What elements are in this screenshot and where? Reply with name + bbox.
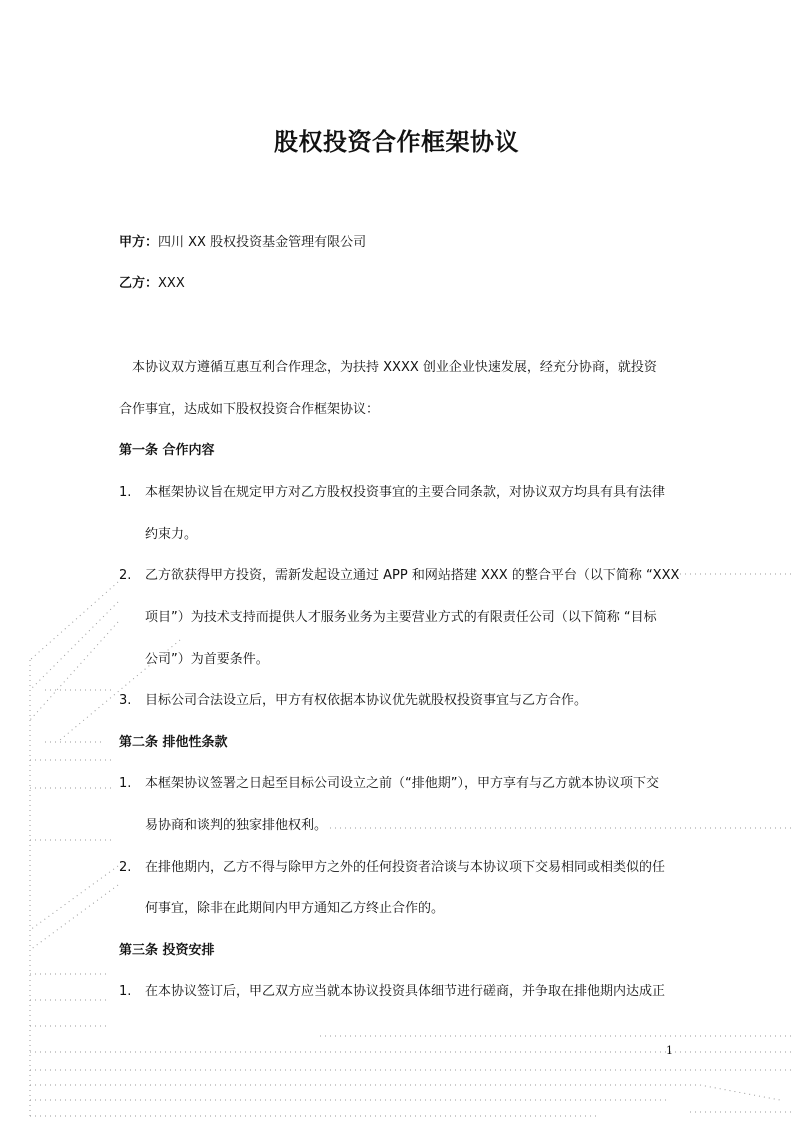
- party-a-label: 甲方：: [119, 235, 159, 250]
- article-2-item-1-number: 1.: [119, 776, 132, 791]
- article-1-heading: 第一条 合作内容: [119, 443, 215, 458]
- document-title: 股权投资合作框架协议: [274, 128, 519, 156]
- page-number: 1: [666, 1044, 673, 1057]
- article-1-item-2-line-3: 公司”）为首要条件。: [145, 652, 269, 667]
- party-b: [119, 276, 185, 292]
- article-3-heading: 第三条 投资安排: [119, 943, 215, 958]
- article-2-item-1-line-1: 本框架协议签署之日起至目标公司设立之前（“排他期”），甲方享有与乙方就本协议项下交: [145, 776, 659, 791]
- article-1-item-2-number: 2.: [119, 568, 132, 583]
- article-1-item-2-line-1: 乙方欲获得甲方投资，需新发起设立通过 APP 和网站搭建 XXX 的整合平台（以下简称 “XXX: [145, 568, 680, 583]
- article-2-item-2-number: 2.: [119, 860, 132, 875]
- article-1-item-3-number: 3.: [119, 693, 132, 708]
- article-1-item-3-line-1: 目标公司合法设立后，甲方有权依据本协议优先就股权投资事宜与乙方合作。: [145, 693, 588, 708]
- article-2-item-2-line-2: 何事宜，除非在此期间内甲方通知乙方终止合作的。: [145, 901, 445, 916]
- article-3-item-1-number: 1.: [119, 984, 132, 999]
- intro-line-2: 合作事宜，达成如下股权投资合作框架协议：: [119, 402, 380, 417]
- article-2-item-1-line-2: 易协商和谈判的独家排他权利。: [145, 818, 328, 833]
- article-1-item-1-number: 1.: [119, 485, 132, 500]
- article-2-heading: 第二条 排他性条款: [119, 735, 228, 750]
- party-b-label: 乙方：: [119, 276, 159, 291]
- article-1-item-2-line-2: 项目”）为技术支持而提供人才服务业务为主要营业方式的有限责任公司（以下简称 “目标: [145, 610, 657, 625]
- party-b-value: XXX: [158, 276, 185, 291]
- party-a-value: 四川 XX 股权投资基金管理有限公司: [158, 235, 367, 250]
- article-3-item-1-line-1: 在本协议签订后，甲乙双方应当就本协议投资具体细节进行磋商，并争取在排他期内达成正: [145, 984, 666, 999]
- article-2-item-2-line-1: 在排他期内，乙方不得与除甲方之外的任何投资者洽谈与本协议项下交易相同或相类似的任: [145, 860, 666, 875]
- intro-line-1: 本协议双方遵循互惠互利合作理念，为扶持 XXXX 创业企业快速发展，经充分协商，就投资: [132, 360, 657, 375]
- party-a: [119, 235, 366, 251]
- article-1-item-1-line-1: 本框架协议旨在规定甲方对乙方股权投资事宜的主要合同条款，对协议双方均具有具有法律: [145, 485, 666, 500]
- article-1-item-1-line-2: 约束力。: [145, 527, 198, 542]
